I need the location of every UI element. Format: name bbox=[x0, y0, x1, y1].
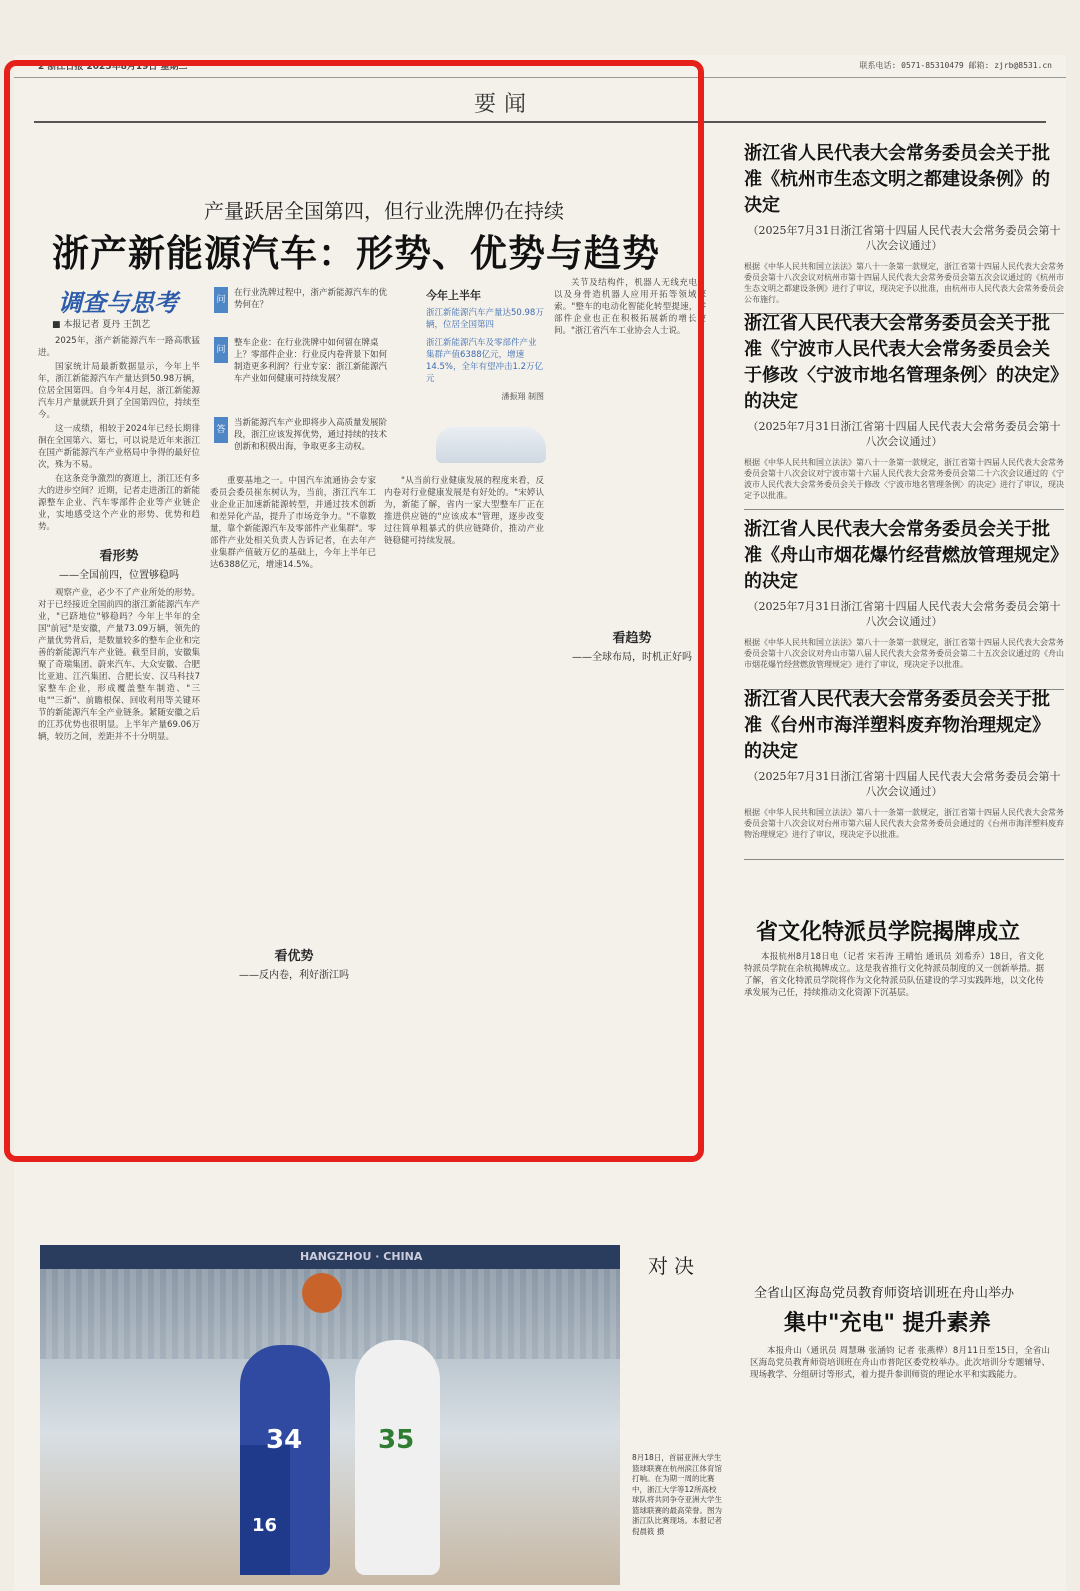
training-text: 本报舟山（通讯员 周慧琳 张涵钧 记者 张燕桦）8月11日至15日，全省山区海岛党员教育师资培训班在舟山市普陀区委党校举办。此次培训分专题辅导、现场教学、分组研讨等形式，着力提升参训师资的理论水平和实践能力。 bbox=[750, 1346, 1050, 1380]
column-logo: 调查与思考 bbox=[58, 288, 178, 317]
question-tag: 问 bbox=[214, 287, 228, 313]
basketball-photo bbox=[40, 1245, 620, 1585]
training-body bbox=[750, 1345, 1050, 1575]
subhead-sub: ——反内卷，利好浙江吗 bbox=[239, 970, 349, 981]
culture-body bbox=[744, 951, 1044, 1211]
intro-paragraph: 这一成绩，相较于2024年已经长期徘徊在全国第六、第七，可以说是近年来浙江在国产新能源汽车产业格局中争得的最好位次，殊为不易。 bbox=[38, 424, 200, 470]
article-kicker: 产量跃居全国第四，但行业洗牌仍在持续 bbox=[204, 199, 564, 223]
culture-headline: 省文化特派员学院揭牌成立 bbox=[756, 919, 1021, 945]
notice-title: 浙江省人民代表大会常务委员会关于批准《舟山市烟花爆竹经营燃放管理规定》的决定 bbox=[744, 519, 1059, 592]
jersey-number: 16 bbox=[252, 1515, 278, 1536]
intro-paragraph: 国家统计局最新数据显示，今年上半年，浙江新能源汽车产量达到50.98万辆，位居全国第四。自今年4月起，浙江新能源汽车月产量就跃升到了全国第四位，持续至今。 bbox=[38, 362, 200, 420]
notice-title: 浙江省人民代表大会常务委员会关于批准《宁波市人民代表大会常务委员会关于修改〈宁波市地名管理条例〉的决定》的决定 bbox=[744, 313, 1059, 412]
column-text: 重要基地之一。中国汽车流通协会专家委员会委员崔东树认为，当前，浙江汽车工业企业正加速新能源转型，并通过技术创新和差异化产品，提升了市场竞争力。"不靠数量，靠个新能源汽车及零部件产业集群"。零部件产业处相关负责人告诉记者，在去年产业集群产值破万亿的基础上，今年上半年已达6388亿元，增速14.5%。 bbox=[210, 476, 376, 570]
question-text: 整车企业：在行业洗牌中如何留在牌桌上？零部件企业：行业反内卷背景下如何制造更多利润？行业专家：浙江新能源汽车产业如何健康可持续发展？ bbox=[234, 338, 388, 384]
player-blue-2 bbox=[240, 1445, 290, 1575]
notice-zhoushan bbox=[744, 517, 1064, 690]
subhead-title: 看优势 bbox=[274, 949, 314, 964]
column-text: 关节及结构件，机器人无线充电，以及身骨造机器人应用开拓等领域探索。"整车的电动化智能化转型提速，零部件企业也正在积极拓展新的增长空间。"浙江省汽车工业协会人士说。 bbox=[554, 278, 706, 336]
stats-title: 今年上半年 bbox=[426, 289, 481, 302]
notice-title: 浙江省人民代表大会常务委员会关于批准《杭州市生态文明之都建设条例》的决定 bbox=[744, 143, 1050, 216]
section-title: 要闻 bbox=[474, 92, 535, 117]
highlight-frame bbox=[4, 60, 704, 1162]
subhead-sub: ——全球布局，时机正好吗 bbox=[572, 652, 692, 663]
photo-caption: 8月18日，首届亚洲大学生篮球联赛在杭州滨江体育馆打响。在为期一周的比赛中，浙江大学等12所高校球队将共同争夺亚洲大学生篮球联赛的最高荣誉。图为浙江队比赛现场。本报记者 倪晨筱 摄 bbox=[632, 1453, 722, 1536]
notice-body: 根据《中华人民共和国立法法》第八十一条第一款规定，浙江省第十四届人民代表大会常务委员会第十八次会议对台州市第六届人民代表大会常务委员会通过的《台州市海洋塑料废弃物治理规定》进行了审议，现决定予以批准。 bbox=[744, 808, 1064, 839]
notice-ningbo bbox=[744, 311, 1064, 510]
photo-label: 对决 bbox=[648, 1254, 700, 1278]
question-text: 在行业洗牌过程中，浙产新能源汽车的优势何在？ bbox=[234, 288, 388, 310]
intro-paragraph: 2025年，浙产新能源汽车一路高歌猛进。 bbox=[38, 336, 200, 358]
notice-subtitle: （2025年7月31日浙江省第十四届人民代表大会常务委员会第十八次会议通过） bbox=[747, 600, 1061, 628]
training-headline: 集中"充电" 提升素养 bbox=[784, 1310, 991, 1336]
jersey-number: 35 bbox=[378, 1425, 415, 1455]
stats-credit: 潘振翔 制图 bbox=[501, 392, 544, 401]
arena-banner bbox=[40, 1245, 620, 1269]
article-byline: ■ 本报记者 夏丹 王凯艺 bbox=[52, 320, 151, 330]
notice-subtitle: （2025年7月31日浙江省第十四届人民代表大会常务委员会第十八次会议通过） bbox=[747, 770, 1061, 798]
column-text: "从当前行业健康发展的程度来看，反内卷对行业健康发展是有好处的。"宋婷认为，新能了解，省内一家大型整车厂正在推进供应链的"应该成本"管理，逐步改变过往简单粗暴式的供应链降价，推动产业链稳健可持续发展。 bbox=[384, 476, 544, 546]
banner-text: HANGZHOU · CHINA bbox=[300, 1250, 423, 1263]
answer-tag: 答 bbox=[214, 417, 228, 443]
culture-text: 本报杭州8月18日电（记者 宋若涛 王晴怡 通讯员 刘希乔）18日，省文化特派员学院在余杭揭牌成立。这是我省推行文化特派员制度的又一创新举措。据了解，省文化特派员学院将作为文化特派员队伍建设的学习实践阵地，以文化传承发展为己任，持续推动文化资源下沉基层。 bbox=[744, 952, 1044, 998]
answer-text: 当新能源汽车产业即将步入高质量发展阶段，浙江应该发挥优势，通过持续的技术创新和积极出海，争取更多主动权。 bbox=[234, 418, 388, 452]
page-number: 2 浙江日报 2025年8月19日 星期二 bbox=[38, 62, 188, 72]
notice-subtitle: （2025年7月31日浙江省第十四届人民代表大会常务委员会第十八次会议通过） bbox=[747, 224, 1061, 252]
jersey-number: 34 bbox=[266, 1425, 303, 1455]
contact-info: 联系电话: 0571-85310479 邮箱: zjrb@8531.cn bbox=[859, 61, 1052, 70]
article-headline: 浙产新能源汽车：形势、优势与趋势 bbox=[52, 231, 660, 275]
notice-hangzhou bbox=[744, 141, 1064, 314]
notice-divider bbox=[744, 859, 1064, 860]
notice-title: 浙江省人民代表大会常务委员会关于批准《台州市海洋塑料废弃物治理规定》的决定 bbox=[744, 689, 1050, 762]
notice-taizhou bbox=[744, 687, 1064, 860]
intro-paragraph: 在这条竞争激烈的赛道上，浙江还有多大的进步空间？近期，记者走进浙江的新能源整车企业、汽车零部件企业等产业链企业，实地感受这个产业的形势、优势和趋势。 bbox=[38, 474, 200, 532]
notice-body: 根据《中华人民共和国立法法》第八十一条第一款规定，浙江省第十四届人民代表大会常务委员会第十八次会议对舟山市第八届人民代表大会常务委员会第二十五次会议通过的《舟山市烟花爆竹经营燃放管理规定》进行了审议，现决定予以批准。 bbox=[744, 638, 1064, 669]
notice-body: 根据《中华人民共和国立法法》第八十一条第一款规定，浙江省第十四届人民代表大会常务委员会第十八次会议对宁波市第十六届人民代表大会常务委员会第二十六次会议通过的《宁波市人民代表大会常务委员会关于修改〈宁波市地名管理条例〉的决定》进行了审议，现决定予以批准。 bbox=[744, 458, 1064, 500]
training-kicker: 全省山区海岛党员教育师资培训班在舟山举办 bbox=[754, 1286, 1015, 1301]
stats-line: 浙江新能源汽车产量达50.98万辆，位居全国第四 bbox=[426, 308, 544, 330]
column-text: 观察产业，必少不了产业所处的形势。对于已经接近全国前四的浙江新能源汽车产业，"已跻地位"够稳吗？今年上半年的全国"前冠"是安徽，产量73.09万辆，领先的产量优势背后，是数量较多的整车企业和完善的新能源汽车产业链。截至目前，安徽集聚了奇瑞集团、蔚来汽车、大众安徽、合肥比亚迪、江汽集团、合肥长安、汉马科技7家整车企业，形成覆盖整车制造、"三电""三新"、前瞻根保、回收利用等关键环节的新能源汽车全产业链条。紧随安徽之后的江苏优势也很明显。上半年产量69.06万辆，较历之间，差距并不十分明显。 bbox=[38, 588, 200, 742]
subhead-title: 看趋势 bbox=[612, 631, 652, 646]
subhead-title: 看形势 bbox=[99, 549, 139, 564]
player-white bbox=[355, 1340, 440, 1575]
notice-divider bbox=[744, 509, 1064, 510]
notice-subtitle: （2025年7月31日浙江省第十四届人民代表大会常务委员会第十八次会议通过） bbox=[747, 420, 1061, 448]
stats-line: 浙江新能源汽车及零部件产业集群产值6388亿元，增速14.5%，全年有望冲击1.2万亿元 bbox=[426, 338, 544, 384]
notice-body: 根据《中华人民共和国立法法》第八十一条第一款规定，浙江省第十四届人民代表大会常务委员会第十八次会议对杭州市第十四届人民代表大会常务委员会第五次会议通过的《杭州市生态文明之都建设条例》进行了审议，现决定予以批准，由杭州市人民代表大会常务委员会公布施行。 bbox=[744, 262, 1064, 304]
subhead-sub: ——全国前四，位置够稳吗 bbox=[59, 570, 179, 581]
question-tag: 问 bbox=[214, 337, 228, 363]
basketball bbox=[302, 1273, 342, 1313]
